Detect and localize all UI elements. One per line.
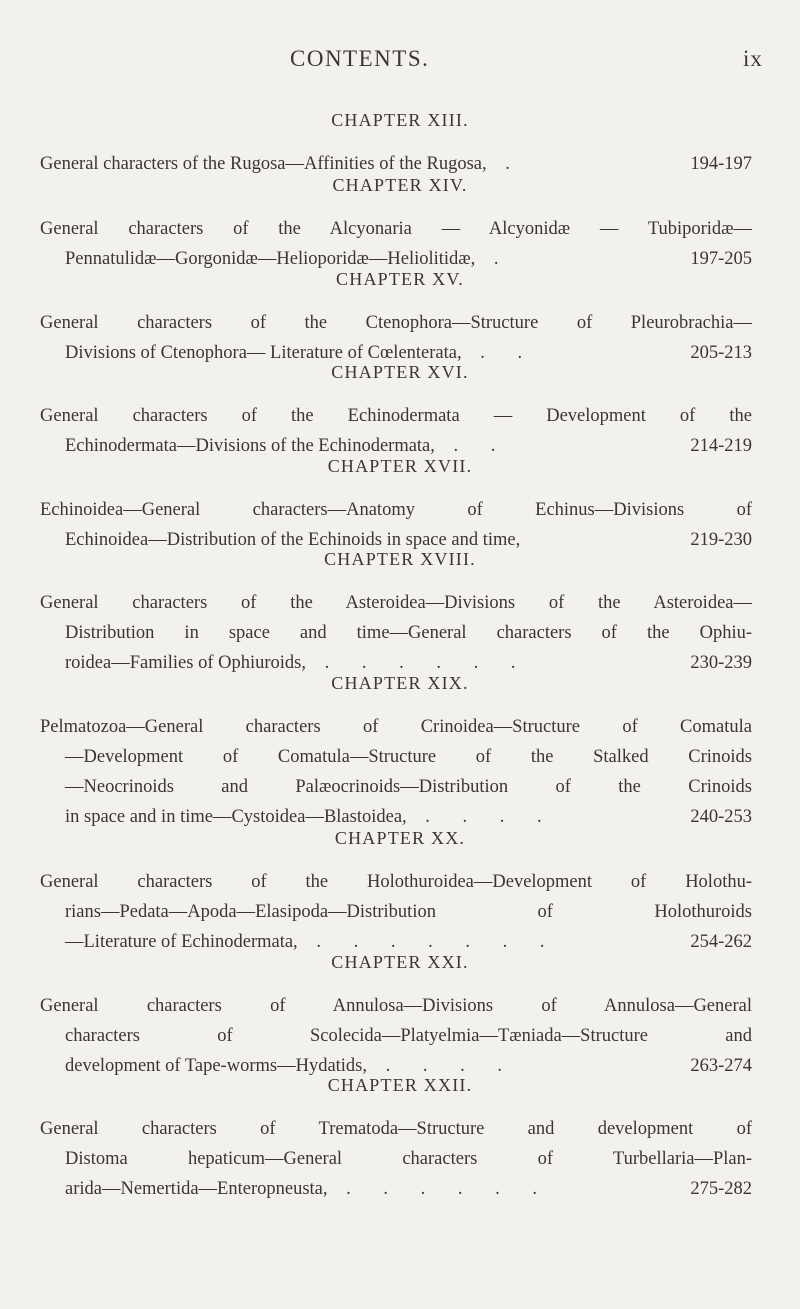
toc-line: General characters of the Ctenophora—Structure of Pleurobrachia— [40,313,752,333]
chapter-entry [40,308,752,368]
chapter-heading: CHAPTER XXI. [331,952,469,972]
chapter-heading: CHAPTER XVII. [327,456,473,476]
toc-line: —Neocrinoids and Palæocrinoids—Distribution of the Crinoids [65,777,752,797]
toc-line: Distribution in space and time—General characters of the Ophiu- [65,623,752,643]
page-number: ix [743,46,763,71]
chapter-entry [40,991,752,1081]
toc-line: General characters of the Echinodermata — Development of the [40,406,752,426]
chapter-heading: CHAPTER XX. [334,828,466,848]
toc-line: Echinoidea—General characters—Anatomy of Echinus—Divisions of [40,500,752,520]
chapter-heading: CHAPTER XV. [336,269,464,289]
toc-line: Pelmatozoa—General characters of Crinoidea—Structure of Comatula [40,717,752,737]
chapter-heading: CHAPTER XXII. [327,1075,473,1095]
page-range: 194-197 [690,154,752,174]
chapter-entry [40,495,752,555]
page-range: 214-219 [690,436,752,456]
toc-line: arida—Nemertida—Enteropneusta, . . . . . . 275-282 [40,1174,752,1204]
page-range: 275-282 [690,1179,752,1199]
chapter-heading: CHAPTER XIV. [332,175,468,195]
page-range: 240-253 [690,807,752,827]
toc-line: General characters of the Alcyonaria — Alcyonidæ — Tubiporidæ— [40,219,752,239]
chapter-heading: CHAPTER XIX. [331,673,469,693]
toc-line: Distoma hepaticum—General characters of Turbellaria—Plan- [65,1149,752,1169]
chapter-entry [40,1114,752,1204]
chapter-heading: CHAPTER XVIII. [324,549,476,569]
page-range: 230-239 [690,653,752,673]
toc-line: Pennatulidæ—Gorgonidæ—Helioporidæ—Heliolitidæ, . 197-205 [40,244,752,274]
toc-line: characters of Scolecida—Platyelmia—Tæniada—Structure and [65,1026,752,1046]
toc-line: roidea—Families of Ophiuroids, . . . . . . 230-239 [40,648,752,678]
toc-line: rians—Pedata—Apoda—Elasipoda—Distribution of Holothuroids [65,902,752,922]
toc-line: General characters of the Asteroidea—Divisions of the Asteroidea— [40,593,752,613]
page-range: 219-230 [690,530,752,550]
chapter-entry [40,214,752,274]
toc-line: development of Tape-worms—Hydatids, . . . . 263-274 [40,1051,752,1081]
chapter-heading: CHAPTER XIII. [331,110,469,130]
chapter-heading: CHAPTER XVI. [331,362,469,382]
toc-line: Echinodermata—Divisions of the Echinodermata, . . 214-219 [40,431,752,461]
toc-line: —Literature of Echinodermata, . . . . . . . 254-262 [40,927,752,957]
toc-line: General characters of the Rugosa—Affinities of the Rugosa, . 194-197 [40,149,752,179]
toc-line: Divisions of Ctenophora— Literature of Cœlenterata, . . 205-213 [40,338,752,368]
page-range: 197-205 [690,249,752,269]
chapter-entry [40,588,752,678]
chapter-entry [40,712,752,832]
running-title: CONTENTS. [290,46,430,71]
toc-line: —Development of Comatula—Structure of the Stalked Crinoids [65,747,752,767]
page-range: 254-262 [690,932,752,952]
toc-line: General characters of the Holothuroidea—Development of Holothu- [40,872,752,892]
page-range: 205-213 [690,343,752,363]
toc-line: General characters of Trematoda—Structure and development of [40,1119,752,1139]
running-head [0,46,800,82]
toc-line: in space and in time—Cystoidea—Blastoidea, . . . . 240-253 [40,802,752,832]
toc-line: Echinoidea—Distribution of the Echinoids in space and time, 219-230 [40,525,752,555]
page-range: 263-274 [690,1056,752,1076]
chapter-entry [40,867,752,957]
toc-line: General characters of Annulosa—Divisions of Annulosa—General [40,996,752,1016]
chapter-entry [40,401,752,461]
